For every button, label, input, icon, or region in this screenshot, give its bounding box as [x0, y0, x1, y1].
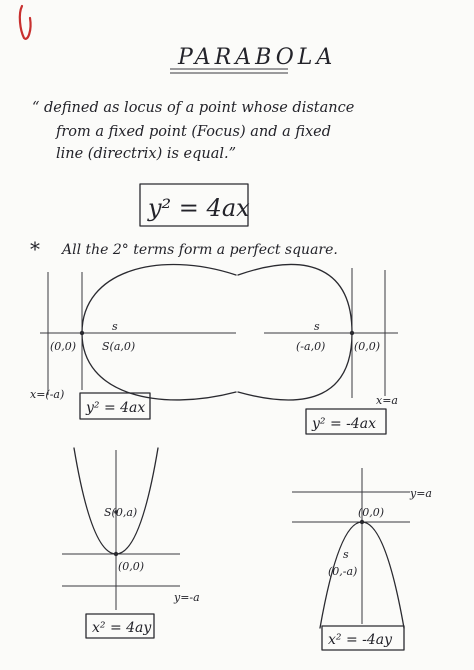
graph2-directrix-label: x=a	[376, 394, 398, 407]
definition-line-3: line (directrix) is equal.”	[56, 146, 237, 162]
graph1-directrix-label: x=(-a)	[30, 388, 65, 401]
definition-line-1: “ defined as locus of a point whose distance	[32, 100, 355, 116]
graph4-equation: x² = -4ay	[328, 632, 393, 648]
graph3-origin-dot	[114, 552, 118, 556]
graph2-origin-dot	[350, 331, 354, 335]
graph2-parabola	[238, 265, 352, 400]
main-equation: y² = 4ax	[148, 194, 250, 222]
graph3-focus-label: S(0,a)	[104, 506, 138, 519]
graph4-origin-dot	[360, 520, 364, 524]
graph4-focus-label: (0,-a)	[328, 565, 358, 578]
graph2-focus-mark: s	[314, 320, 320, 333]
graph2-equation: y² = -4ax	[312, 416, 377, 432]
graph4-focus-mark: s	[343, 548, 349, 561]
graph3-equation: x² = 4ay	[92, 620, 152, 636]
graph-2	[238, 265, 398, 434]
graph1-origin-label: (0,0)	[50, 340, 77, 353]
graph2-focus-label: (-a,0)	[296, 340, 326, 353]
note-text: All the 2° terms form a perfect square.	[62, 242, 338, 258]
graph1-parabola	[82, 265, 236, 400]
graph-4	[292, 468, 432, 650]
graph4-origin-label: (0,0)	[358, 506, 385, 519]
graph-3	[62, 448, 200, 638]
graph3-origin-label: (0,0)	[118, 560, 145, 573]
note-bullet: *	[30, 237, 40, 261]
definition-line-2: from a fixed point (Focus) and a fixed	[56, 124, 332, 140]
graph2-origin-label: (0,0)	[354, 340, 381, 353]
page-title: PARABOLA	[178, 45, 337, 70]
red-margin-mark	[20, 6, 31, 39]
graph1-focus-mark: s	[112, 320, 118, 333]
graph3-directrix-label: y=-a	[174, 591, 200, 604]
graph1-focus-label: S(a,0)	[102, 340, 136, 353]
graph-1	[30, 265, 236, 419]
graph1-equation: y² = 4ax	[86, 400, 146, 416]
graph1-origin-dot	[80, 331, 84, 335]
graph4-directrix-label: y=a	[410, 487, 432, 500]
